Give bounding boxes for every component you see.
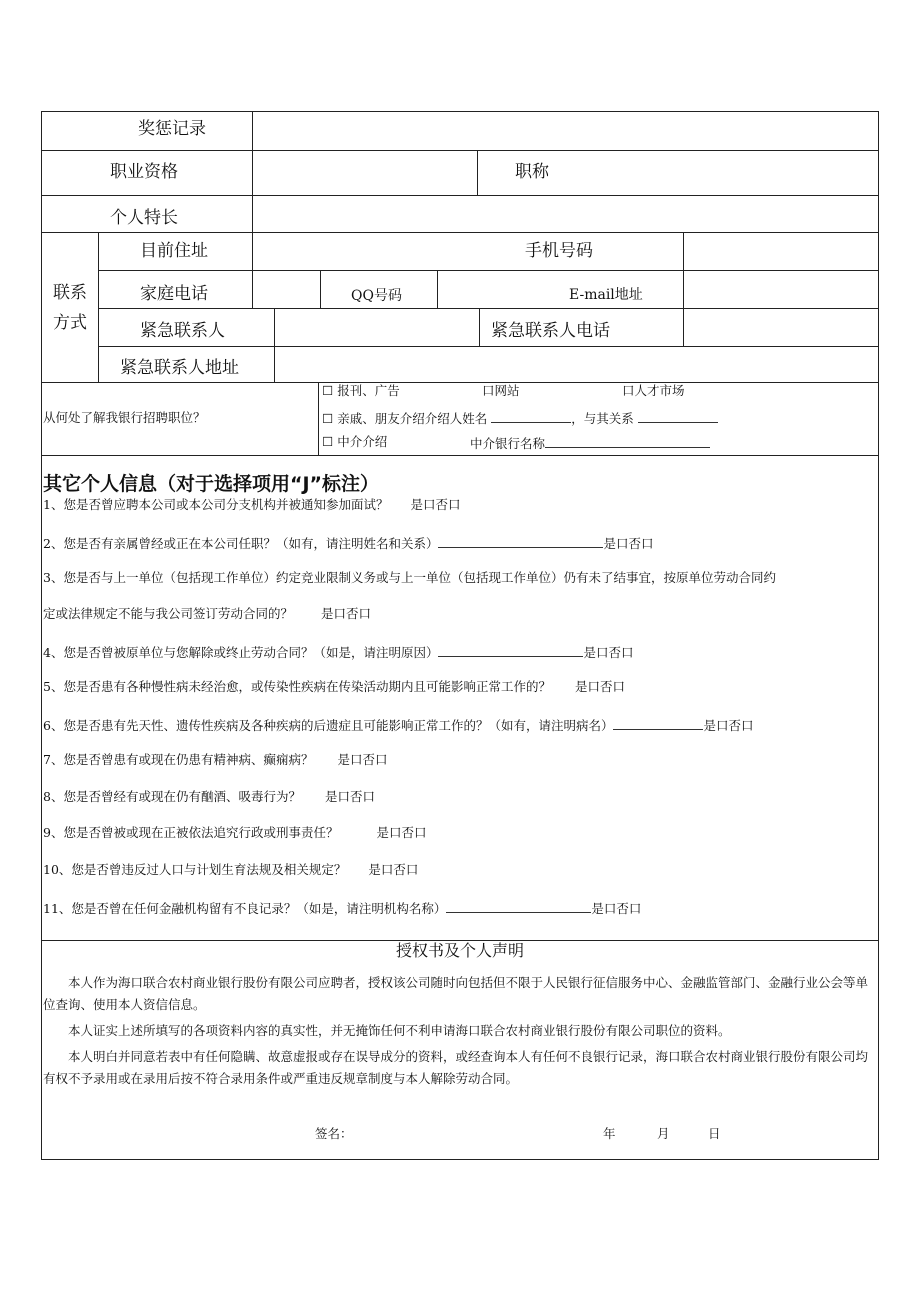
yes-no-choice[interactable]: 是口否口 xyxy=(376,825,427,840)
source-question: 从何处了解我银行招聘职位？ xyxy=(43,410,206,425)
yes-no-choice[interactable]: 是口否口 xyxy=(321,606,372,621)
question-1: 1、您是否曾应聘本公司或本公司分支机构并被通知参加面试？ 是口否口 xyxy=(43,497,461,512)
question-5: 5、您是否患有各种慢性病未经治愈，或传染性疾病在传染活动期内且可能影响正常工作的？ 是口否口 xyxy=(43,679,625,694)
home-phone-label: 家庭电话 xyxy=(140,284,208,304)
emergency-phone-label: 紧急联系人电话 xyxy=(491,321,610,341)
title-label: 职称 xyxy=(515,162,549,182)
checkbox-icon: 口 xyxy=(622,383,635,398)
question-3-cont: 定或法律规定不能与我公司签订劳动合同的？ 是口否口 xyxy=(43,606,372,621)
source-option-web[interactable]: 口网站 xyxy=(482,383,520,398)
yes-no-choice[interactable]: 是口否口 xyxy=(703,718,754,733)
signature-label: 签名： xyxy=(315,1126,353,1141)
qualification-field[interactable] xyxy=(254,152,475,194)
source-option-agency[interactable]: ☐ 中介介绍 xyxy=(322,434,388,449)
contact-group-label-2: 方式 xyxy=(53,313,87,333)
emergency-contact-field[interactable] xyxy=(276,310,478,345)
date-day-label: 日 xyxy=(708,1126,721,1141)
date-month-label: 月 xyxy=(657,1126,670,1141)
question-7: 7、您是否曾患有或现在仍患有精神病、癫痫病？ 是口否口 xyxy=(43,752,388,767)
specialty-label: 个人特长 xyxy=(110,208,178,228)
contact-group-label: 联系 xyxy=(53,283,87,303)
yes-no-choice[interactable]: 是口否口 xyxy=(583,645,634,660)
declaration-heading: 授权书及个人声明 xyxy=(395,941,524,960)
email-label: E-mail地址 xyxy=(569,287,643,303)
declaration-paragraph-3: 本人明白并同意若表中有任何隐瞒、故意虚报或存在误导成分的资料，或经查询本人有任何不良银行记录，海口联合农村商业银行股份有限公司均有权不予录用或在录用后按不符合录用条件或严重违反规章制度与本人解除劳动合同。 xyxy=(43,1049,869,1086)
yes-no-choice[interactable]: 是口否口 xyxy=(591,901,642,916)
yes-no-choice[interactable]: 是口否口 xyxy=(603,536,654,551)
question-11: 11、您是否曾在任何金融机构留有不良记录？（如是，请注明机构名称） 是口否口 xyxy=(43,901,642,916)
question-3: 3、您是否与上一单位（包括现工作单位）约定竞业限制义务或与上一单位（包括现工作单位）仍有未了结事宜，按原单位劳动合同约 xyxy=(43,570,776,585)
signature-field[interactable] xyxy=(355,1122,575,1146)
qualification-label: 职业资格 xyxy=(110,162,178,182)
source-option-talent-market[interactable]: 口人才市场 xyxy=(622,383,685,398)
mobile-label: 手机号码 xyxy=(525,241,593,261)
question-2: 2、您是否有亲属曾经或正在本公司任职？（如有，请注明姓名和关系） 是口否口 xyxy=(43,536,654,551)
title-field[interactable] xyxy=(479,152,876,194)
checkbox-icon: ☐ xyxy=(322,411,334,426)
awards-field[interactable] xyxy=(254,113,876,149)
question-8: 8、您是否曾经有或现在仍有酗酒、吸毒行为？ 是口否口 xyxy=(43,789,375,804)
awards-label: 奖惩记录 xyxy=(138,119,206,139)
agency-bank-name[interactable]: 中介银行名称 xyxy=(470,436,710,451)
question-4: 4、您是否曾被原单位与您解除或终止劳动合同？（如是，请注明原因） 是口否口 xyxy=(43,645,634,660)
emergency-phone-field[interactable] xyxy=(685,310,876,345)
declaration-paragraph-1: 本人作为海口联合农村商业银行股份有限公司应聘者，授权该公司随时向包括但不限于人民银行征信服务中心、金融监管部门、金融行业公会等单位查询、使用本人资信信息。 xyxy=(43,975,869,1012)
home-phone-field[interactable] xyxy=(254,272,318,307)
current-address-field[interactable] xyxy=(254,234,682,269)
yes-no-choice[interactable]: 是口否口 xyxy=(324,789,375,804)
declaration-paragraph-2: 本人证实上述所填写的各项资料内容的真实性，并无掩饰任何不利申请海口联合农村商业银行股份有限公司职位的资料。 xyxy=(68,1023,731,1038)
checkbox-icon: ☐ xyxy=(322,383,334,398)
emergency-address-label: 紧急联系人地址 xyxy=(120,358,239,378)
qq-label: QQ号码 xyxy=(351,288,402,304)
checkbox-icon: ☐ xyxy=(322,434,334,449)
question-9: 9、您是否曾被或现在正被依法追究行政或刑事责任？ 是口否口 xyxy=(43,825,427,840)
yes-no-choice[interactable]: 是口否口 xyxy=(410,497,461,512)
mobile-field[interactable] xyxy=(685,234,876,269)
other-info-heading: 其它个人信息（对于选择项用“J”标注） xyxy=(43,473,380,495)
yes-no-choice[interactable]: 是口否口 xyxy=(574,679,625,694)
checkbox-icon: 口 xyxy=(482,383,495,398)
current-address-label: 目前住址 xyxy=(140,241,208,261)
source-option-referral[interactable]: ☐ 亲戚、朋友介绍介绍人姓名 ，与其关系 xyxy=(322,411,718,426)
yes-no-choice[interactable]: 是口否口 xyxy=(337,752,388,767)
yes-no-choice[interactable]: 是口否口 xyxy=(368,862,419,877)
source-option-press[interactable]: ☐ 报刊、广告 xyxy=(322,383,400,398)
email-field[interactable] xyxy=(685,272,876,307)
date-year-label: 年 xyxy=(603,1126,616,1141)
emergency-address-field[interactable] xyxy=(276,348,876,381)
specialty-field[interactable] xyxy=(254,197,876,231)
emergency-contact-label: 紧急联系人 xyxy=(140,321,225,341)
question-6: 6、您是否患有先天性、遗传性疾病及各种疾病的后遗症且可能影响正常工作的？（如有，请注明病名） 是口否口 xyxy=(43,718,754,733)
question-10: 10、您是否曾违反过人口与计划生育法规及相关规定？ 是口否口 xyxy=(43,862,419,877)
